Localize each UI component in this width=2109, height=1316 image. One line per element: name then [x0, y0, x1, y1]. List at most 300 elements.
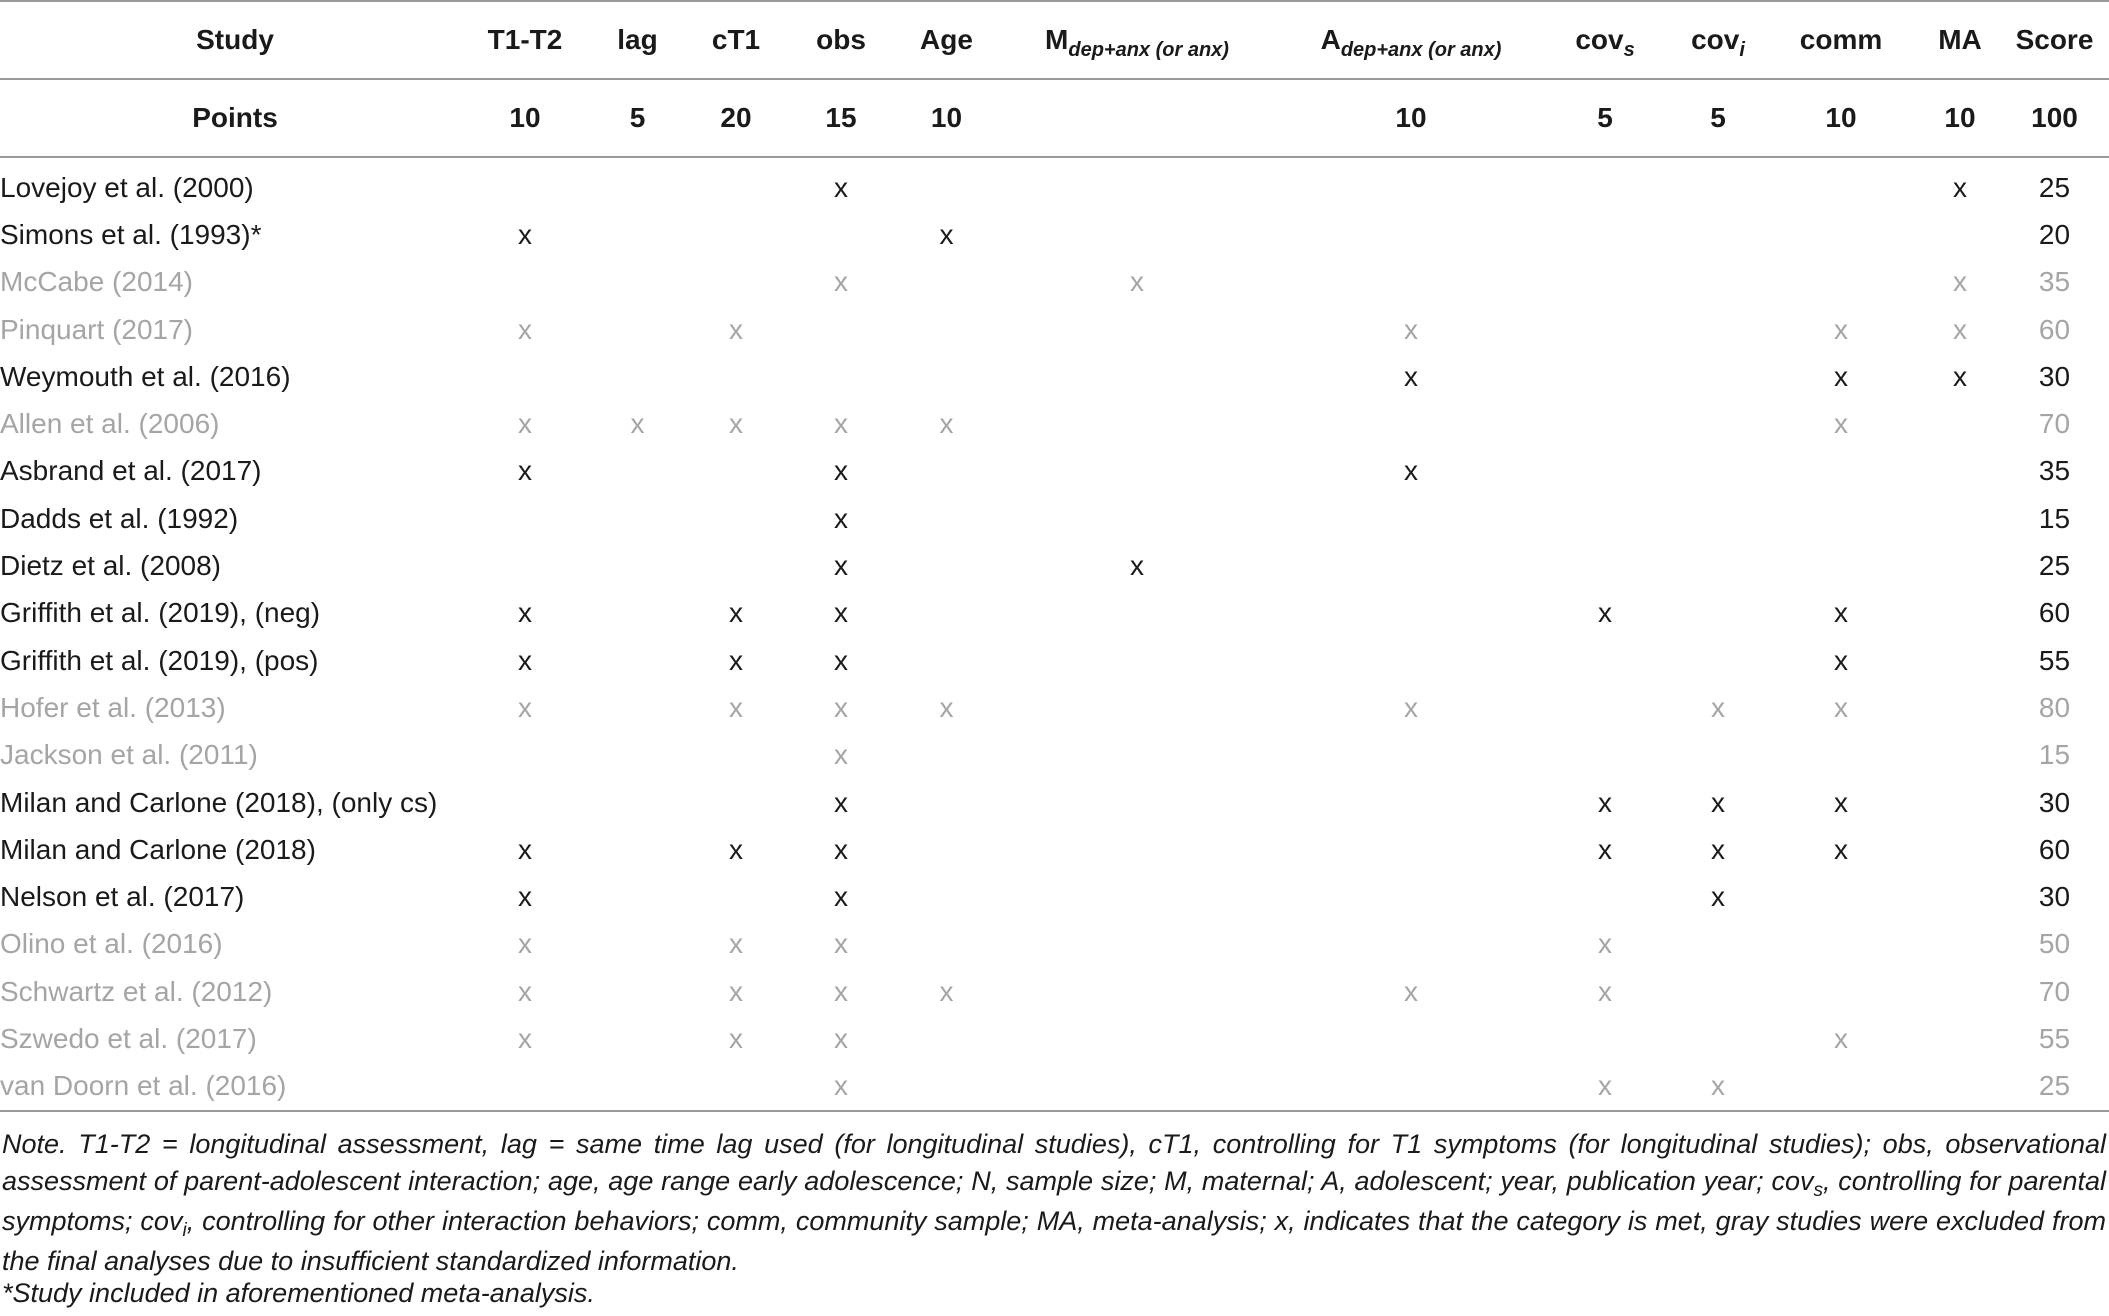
- criterion-cell: [1536, 1015, 1674, 1062]
- criterion-cell: [1674, 400, 1762, 447]
- criterion-cell: [1920, 1063, 2000, 1111]
- score-cell: 50: [2038, 928, 2071, 960]
- criterion-cell: x: [1953, 360, 1967, 392]
- criterion-cell: [1762, 921, 1920, 968]
- note-text-2: , controlling for parental symptoms; cov: [2, 1166, 2107, 1236]
- criterion-cell: x: [729, 408, 743, 440]
- criterion-cell: [1762, 1063, 1920, 1111]
- criterion-cell: x: [939, 975, 954, 1007]
- criterion-cell: [905, 637, 988, 684]
- criterion-cell: x: [1404, 691, 1418, 723]
- criterion-cell: [1536, 873, 1674, 920]
- criterion-cell: x: [1404, 313, 1418, 345]
- criterion-cell: [988, 779, 1286, 826]
- col-header-a-subscript: dep+anx (or anx): [1340, 39, 1502, 61]
- criterion-cell: [988, 495, 1286, 542]
- col-header-t1-t2: T1-T2: [470, 1, 580, 79]
- criterion-cell: [905, 495, 988, 542]
- criterion-cell: x: [518, 313, 532, 345]
- criterion-cell: x: [834, 266, 848, 298]
- criterion-cell: [1536, 259, 1674, 306]
- criterion-cell: [1286, 921, 1536, 968]
- table-row: [0, 732, 2109, 779]
- criterion-cell: [1920, 873, 2000, 920]
- col-header-ma: MA: [1920, 1, 2000, 79]
- criterion-cell: [580, 495, 695, 542]
- criterion-cell: [580, 590, 695, 637]
- table-row: [0, 495, 2109, 542]
- criterion-cell: [1536, 400, 1674, 447]
- score-cell: 35: [2038, 266, 2071, 298]
- criterion-cell: x: [834, 550, 848, 582]
- criterion-cell: [695, 448, 777, 495]
- criterion-cell: x: [1834, 313, 1848, 345]
- criterion-cell: x: [518, 881, 532, 913]
- criterion-cell: [988, 211, 1286, 258]
- criterion-cell: [695, 1063, 777, 1111]
- criterion-cell: x: [729, 644, 743, 676]
- col-header-cov-i: [1674, 1, 1762, 79]
- study-name: Allen et al. (2006): [0, 408, 220, 440]
- criterion-cell: [1920, 968, 2000, 1015]
- criterion-cell: [695, 542, 777, 589]
- col-header-cov-s-label: cov: [1575, 24, 1624, 55]
- points-cell: 10: [1920, 79, 2000, 157]
- criterion-cell: [988, 448, 1286, 495]
- criterion-cell: x: [834, 455, 848, 487]
- col-header-cov-i-subscript: i: [1739, 39, 1745, 61]
- criterion-cell: [1674, 157, 1762, 211]
- col-header-m-subscript: dep+anx (or anx): [1068, 39, 1229, 61]
- study-name: Milan and Carlone (2018), (only cs): [0, 786, 438, 818]
- criterion-cell: [988, 873, 1286, 920]
- criterion-cell: [1674, 306, 1762, 353]
- criterion-cell: [580, 448, 695, 495]
- criterion-cell: [580, 1015, 695, 1062]
- points-cell: 5: [1674, 79, 1762, 157]
- points-cell: 5: [1536, 79, 1674, 157]
- criterion-cell: [1920, 826, 2000, 873]
- criterion-cell: [695, 211, 777, 258]
- criterion-cell: [777, 306, 905, 353]
- criterion-cell: [470, 732, 580, 779]
- criterion-cell: [470, 353, 580, 400]
- col-header-a: [1286, 1, 1536, 79]
- criterion-cell: [1536, 306, 1674, 353]
- criterion-cell: x: [1598, 975, 1612, 1007]
- criterion-cell: [988, 1015, 1286, 1062]
- score-cell: 20: [2038, 218, 2071, 250]
- criterion-cell: [1920, 590, 2000, 637]
- criterion-cell: [905, 873, 988, 920]
- criterion-cell: [1762, 259, 1920, 306]
- points-row: [0, 79, 2109, 157]
- criterion-cell: [777, 211, 905, 258]
- criterion-cell: [1674, 968, 1762, 1015]
- criterion-cell: [988, 590, 1286, 637]
- criterion-cell: [988, 1063, 1286, 1111]
- criterion-cell: [988, 921, 1286, 968]
- criterion-cell: x: [1953, 266, 1967, 298]
- note-subscript-i: i: [182, 1220, 187, 1241]
- study-name: Lovejoy et al. (2000): [0, 171, 254, 203]
- criterion-cell: x: [1404, 360, 1418, 392]
- score-cell: 55: [2038, 1022, 2071, 1054]
- table-row: [0, 157, 2109, 211]
- study-name: Weymouth et al. (2016): [0, 360, 291, 392]
- col-header-age: Age: [905, 1, 988, 79]
- study-name: Dietz et al. (2008): [0, 550, 221, 582]
- study-name: McCabe (2014): [0, 266, 193, 298]
- criterion-cell: x: [939, 218, 954, 250]
- study-name: Dadds et al. (1992): [0, 502, 239, 534]
- criterion-cell: [1762, 968, 1920, 1015]
- criterion-cell: x: [834, 739, 848, 771]
- criterion-cell: [1286, 495, 1536, 542]
- criterion-cell: [580, 1063, 695, 1111]
- criterion-cell: [905, 1063, 988, 1111]
- criterion-cell: x: [834, 833, 848, 865]
- criterion-cell: [695, 157, 777, 211]
- criterion-cell: [1674, 542, 1762, 589]
- criterion-cell: x: [518, 975, 532, 1007]
- col-header-comm: comm: [1762, 1, 1920, 79]
- table-row: [0, 211, 2109, 258]
- criterion-cell: [905, 353, 988, 400]
- criterion-cell: [1536, 157, 1674, 211]
- criterion-cell: [470, 779, 580, 826]
- score-cell: 30: [2038, 786, 2071, 818]
- col-header-study: Study: [0, 1, 470, 79]
- score-cell: 25: [2038, 550, 2071, 582]
- criterion-cell: x: [1598, 786, 1612, 818]
- criterion-cell: [1920, 684, 2000, 731]
- points-label: Points: [0, 79, 470, 157]
- criterion-cell: [580, 259, 695, 306]
- criterion-cell: x: [518, 455, 532, 487]
- criterion-cell: [1286, 873, 1536, 920]
- criterion-cell: [905, 157, 988, 211]
- criterion-cell: x: [518, 408, 532, 440]
- criterion-cell: [695, 732, 777, 779]
- criterion-cell: [1920, 400, 2000, 447]
- criterion-cell: x: [834, 881, 848, 913]
- criterion-cell: [1536, 542, 1674, 589]
- criterion-cell: [1920, 211, 2000, 258]
- criterion-cell: [580, 157, 695, 211]
- criterion-cell: [988, 306, 1286, 353]
- criterion-cell: [1536, 211, 1674, 258]
- criterion-cell: [1920, 542, 2000, 589]
- criterion-cell: x: [1834, 360, 1848, 392]
- criterion-cell: [1674, 732, 1762, 779]
- criterion-cell: x: [834, 408, 848, 440]
- score-cell: 25: [2038, 171, 2071, 203]
- table-body: [0, 157, 2109, 1111]
- criterion-cell: x: [1404, 975, 1418, 1007]
- criterion-cell: x: [1953, 313, 1967, 345]
- table-row: [0, 1015, 2109, 1062]
- criterion-cell: x: [518, 644, 532, 676]
- criterion-cell: [695, 495, 777, 542]
- criterion-cell: x: [834, 644, 848, 676]
- criterion-cell: x: [777, 1063, 905, 1111]
- criterion-cell: x: [834, 171, 848, 203]
- criterion-cell: [1762, 157, 1920, 211]
- score-cell: 15: [2038, 739, 2071, 771]
- criterion-cell: x: [1834, 691, 1848, 723]
- note-text-3: , controlling for other interaction behaviors; comm, community sample; MA, meta-analysis; x, indicates that the category is met, gray studies were excluded from the final analyses due to insufficient standardized information.: [2, 1206, 2106, 1276]
- criterion-cell: x: [518, 928, 532, 960]
- table-footnote: *Study included in aforementioned meta-analysis.: [2, 1278, 595, 1308]
- criterion-cell: x: [834, 786, 848, 818]
- header-row: [0, 1, 2109, 79]
- criterion-cell: [1674, 211, 1762, 258]
- criterion-cell: x: [939, 691, 954, 723]
- criterion-cell: [1286, 211, 1536, 258]
- criterion-cell: [1536, 637, 1674, 684]
- criterion-cell: [988, 732, 1286, 779]
- criterion-cell: [1674, 495, 1762, 542]
- criterion-cell: x: [834, 1022, 848, 1054]
- criterion-cell: x: [518, 1022, 532, 1054]
- criterion-cell: [1674, 259, 1762, 306]
- criterion-cell: [905, 779, 988, 826]
- criterion-cell: [1674, 353, 1762, 400]
- criterion-cell: [1920, 1015, 2000, 1062]
- criterion-cell: x: [729, 597, 743, 629]
- criterion-cell: [470, 259, 580, 306]
- criterion-cell: x: [729, 691, 743, 723]
- criterion-cell: [988, 353, 1286, 400]
- criterion-cell: [988, 968, 1286, 1015]
- criterion-cell: [1674, 1015, 1762, 1062]
- points-cell: 20: [695, 79, 777, 157]
- score-cell: 60: [2038, 833, 2071, 865]
- criterion-cell: [580, 921, 695, 968]
- criterion-cell: x: [1130, 266, 1144, 298]
- note-text-1: Note. T1-T2 = longitudinal assessment, lag = same time lag used (for longitudinal studies), cT1, controlling for T1 symptoms (for longitudinal studies); obs, observational assessment of parent-adolescent interaction; age, age range early adolescence; N, sample size; M, maternal; A, adolescent; year, publication year; cov: [2, 1129, 2106, 1196]
- criterion-cell: x: [1598, 833, 1612, 865]
- table-row: [0, 259, 2109, 306]
- criterion-cell: [695, 779, 777, 826]
- table-row: [0, 873, 2109, 920]
- criterion-cell: x: [729, 313, 743, 345]
- table-row: [0, 921, 2109, 968]
- criterion-cell: [470, 1063, 580, 1111]
- points-cell: 10: [905, 79, 988, 157]
- col-header-ct1: cT1: [695, 1, 777, 79]
- study-name: Szwedo et al. (2017): [0, 1022, 257, 1054]
- score-cell: 35: [2038, 455, 2071, 487]
- criterion-cell: [1762, 873, 1920, 920]
- criterion-cell: [1286, 779, 1536, 826]
- criterion-cell: x: [1536, 1063, 1674, 1111]
- criterion-cell: [905, 826, 988, 873]
- criterion-cell: [470, 542, 580, 589]
- points-cell: 10: [470, 79, 580, 157]
- col-header-m-label: M: [1045, 24, 1069, 55]
- criterion-cell: [1762, 211, 1920, 258]
- criterion-cell: x: [1711, 833, 1725, 865]
- criterion-cell: x: [1404, 455, 1418, 487]
- criterion-cell: [470, 495, 580, 542]
- criterion-cell: x: [1834, 786, 1848, 818]
- criterion-cell: [905, 1015, 988, 1062]
- study-name: Milan and Carlone (2018): [0, 833, 316, 865]
- criterion-cell: x: [1953, 171, 1967, 203]
- criterion-cell: [1674, 590, 1762, 637]
- criterion-cell: [1286, 400, 1536, 447]
- score-cell: 30: [2038, 360, 2071, 392]
- criterion-cell: [1920, 779, 2000, 826]
- criterion-cell: x: [1834, 644, 1848, 676]
- criterion-cell: x: [1834, 597, 1848, 629]
- score-cell: 15: [2038, 502, 2071, 534]
- criterion-cell: x: [1711, 786, 1725, 818]
- criterion-cell: [695, 353, 777, 400]
- study-name: Griffith et al. (2019), (pos): [0, 644, 319, 676]
- criterion-cell: x: [834, 975, 848, 1007]
- criterion-cell: x: [729, 1022, 743, 1054]
- criterion-cell: [1286, 157, 1536, 211]
- criterion-cell: x: [1130, 550, 1144, 582]
- col-header-obs: obs: [777, 1, 905, 79]
- study-name: Simons et al. (1993)*: [0, 218, 262, 250]
- table-row: [0, 590, 2109, 637]
- criterion-cell: [580, 826, 695, 873]
- criterion-cell: x: [1834, 833, 1848, 865]
- table-row: [0, 968, 2109, 1015]
- points-cell: 10: [1762, 79, 1920, 157]
- criterion-cell: [905, 259, 988, 306]
- criterion-cell: [1536, 732, 1674, 779]
- criterion-cell: [988, 637, 1286, 684]
- criterion-cell: [470, 157, 580, 211]
- table-row: [0, 353, 2109, 400]
- criterion-cell: [988, 157, 1286, 211]
- table-row: [0, 542, 2109, 589]
- study-name: Schwartz et al. (2012): [0, 975, 273, 1007]
- criterion-cell: [905, 732, 988, 779]
- criterion-cell: x: [1834, 1022, 1848, 1054]
- criterion-cell: [1762, 542, 1920, 589]
- criterion-cell: x: [518, 218, 532, 250]
- criterion-cell: x: [729, 833, 743, 865]
- note-subscript-s: s: [1813, 1180, 1823, 1201]
- criterion-cell: [777, 353, 905, 400]
- criterion-cell: [695, 873, 777, 920]
- criterion-cell: [580, 779, 695, 826]
- col-header-lag: lag: [580, 1, 695, 79]
- col-header-cov-s-subscript: s: [1623, 39, 1635, 61]
- criterion-cell: x: [834, 691, 848, 723]
- criterion-cell: [580, 353, 695, 400]
- criterion-cell: x: [1598, 597, 1612, 629]
- criterion-cell: [1920, 495, 2000, 542]
- criterion-cell: x: [1711, 691, 1725, 723]
- criterion-cell: [1674, 637, 1762, 684]
- criterion-cell: x: [939, 408, 954, 440]
- criterion-cell: x: [518, 691, 532, 723]
- criterion-cell: [580, 873, 695, 920]
- criterion-cell: [1920, 637, 2000, 684]
- score-cell: 70: [2038, 408, 2071, 440]
- criterion-cell: [988, 826, 1286, 873]
- criterion-cell: [905, 306, 988, 353]
- criterion-cell: [1286, 1063, 1536, 1111]
- criterion-cell: [1286, 1015, 1536, 1062]
- study-name: van Doorn et al. (2016): [0, 1063, 470, 1111]
- criterion-cell: x: [1598, 928, 1612, 960]
- criterion-cell: x: [630, 408, 645, 440]
- criterion-cell: x: [518, 833, 532, 865]
- criterion-cell: x: [1711, 881, 1725, 913]
- points-total: 100: [2000, 79, 2109, 157]
- score-cell: 70: [2038, 975, 2071, 1007]
- study-name: Asbrand et al. (2017): [0, 455, 262, 487]
- criterion-cell: [1674, 448, 1762, 495]
- col-header-cov-i-label: cov: [1691, 24, 1740, 55]
- table-row: [0, 779, 2109, 826]
- col-header-m: [988, 1, 1286, 79]
- table-row: [0, 684, 2109, 731]
- criterion-cell: x: [834, 928, 848, 960]
- score-cell: 80: [2038, 691, 2071, 723]
- score-cell: 60: [2038, 313, 2071, 345]
- criterion-cell: [988, 684, 1286, 731]
- criterion-cell: [580, 542, 695, 589]
- criterion-cell: [905, 921, 988, 968]
- criterion-cell: [580, 637, 695, 684]
- col-header-a-label: A: [1320, 24, 1341, 55]
- criterion-cell: x: [834, 502, 848, 534]
- criterion-cell: x: [1834, 408, 1848, 440]
- points-cell: [988, 79, 1286, 157]
- criterion-cell: [1920, 732, 2000, 779]
- criterion-cell: [1536, 684, 1674, 731]
- table-row: [0, 1063, 2109, 1111]
- criterion-cell: x: [729, 975, 743, 1007]
- points-cell: 5: [580, 79, 695, 157]
- criterion-cell: x: [834, 597, 848, 629]
- criterion-cell: [905, 448, 988, 495]
- points-cell: 10: [1286, 79, 1536, 157]
- table-row: [0, 306, 2109, 353]
- study-name: Griffith et al. (2019), (neg): [0, 597, 321, 629]
- criterion-cell: [580, 732, 695, 779]
- criterion-cell: [695, 259, 777, 306]
- criterion-cell: [580, 306, 695, 353]
- score-cell: 30: [2038, 881, 2071, 913]
- criterion-cell: [1762, 448, 1920, 495]
- score-cell: 60: [2038, 597, 2071, 629]
- criterion-cell: [988, 400, 1286, 447]
- score-cell: 55: [2038, 644, 2071, 676]
- study-name: Jackson et al. (2011): [0, 739, 258, 771]
- criterion-cell: x: [518, 597, 532, 629]
- criterion-cell: [1920, 921, 2000, 968]
- table-row: [0, 448, 2109, 495]
- criterion-cell: [905, 590, 988, 637]
- criterion-cell: [1762, 732, 1920, 779]
- criterion-cell: [1674, 921, 1762, 968]
- criterion-cell: [580, 968, 695, 1015]
- study-name: Nelson et al. (2017): [0, 881, 245, 913]
- points-cell: 15: [777, 79, 905, 157]
- study-name: Hofer et al. (2013): [0, 691, 226, 723]
- criterion-cell: [580, 211, 695, 258]
